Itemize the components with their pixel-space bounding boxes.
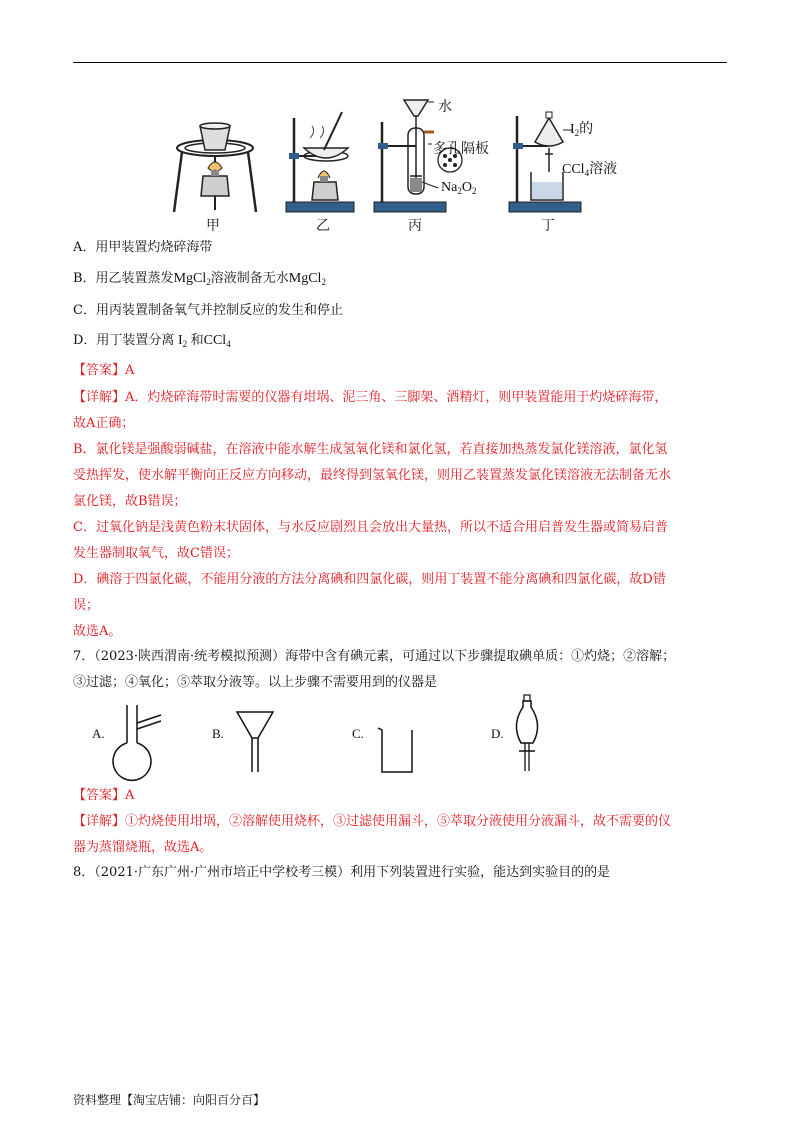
- q8-stem: 8．（2021·广东广州·广州市培正中学校考三模）利用下列装置进行实验，能达到实验目的的是: [73, 865, 611, 880]
- q7-detail-line: 【详解】①灼烧使用坩埚，②溶解使用烧杯，③过滤使用漏斗，⑤萃取分液使用分液漏斗，故不需要的仪: [73, 814, 672, 829]
- q6-detail-line: 发生器制取氧气，故C错误；: [73, 546, 239, 561]
- funnel-icon: [235, 710, 275, 776]
- q6-detail-line: 氯化镁，故B错误；: [73, 494, 187, 509]
- q6-option-d: D．用丁装置分离 $I_2$ 和CCl$_4$: [73, 333, 231, 349]
- q6-answer: 【答案】A: [73, 363, 135, 378]
- q6-detail-line: 故A正确；: [73, 416, 135, 431]
- q6-detail-line: 误；: [73, 598, 100, 613]
- apparatus-label-ding: 丁: [541, 218, 555, 234]
- q6-detail-line: B．氯化镁是强酸弱碱盐，在溶液中能水解生成氢氧化镁和氯化氢，若直接加热蒸发氯化镁溶液，氯化氢: [73, 442, 668, 457]
- q6-detail-line: 受热挥发，使水解平衡向正反应方向移动，最终得到氢氧化镁，则用乙装置蒸发氯化镁溶液无法制备无水: [73, 468, 672, 483]
- header-rule: [73, 62, 727, 63]
- q6-option-a: A．用甲装置灼烧碎海带: [73, 240, 213, 255]
- beaker-icon: [376, 726, 416, 776]
- bing-reagent-label: $Na_2O_2$: [441, 180, 477, 196]
- q6-detail-line: C．过氧化钠是浅黄色粉末状固体，与水反应剧烈且会放出大量热，所以不适合用启普发生器或简易启普: [73, 520, 668, 535]
- q7-answer: 【答案】A: [73, 788, 135, 803]
- apparatus-label-jia: 甲: [206, 218, 220, 234]
- q7-stem-line: 7．（2023·陕西渭南·统考模拟预测）海带中含有碘元素，可通过以下步骤提取碘单质：①灼烧；②溶解；: [73, 649, 676, 664]
- page-footer: 资料整理【淘宝店铺：向阳百分百】: [73, 1093, 266, 1107]
- q6-detail-line: D．碘溶于四氯化碳，不能用分液的方法分离碘和四氯化碳，则用丁装置不能分离碘和四氯化碳，故D错: [73, 572, 666, 587]
- q6-option-c: C．用丙装置制备氧气并控制反应的发生和停止: [73, 303, 343, 318]
- bing-porous-label: 多孔隔板: [433, 141, 489, 157]
- q7-option-d-label: D.: [491, 726, 504, 741]
- q6-option-b: B．用乙装置蒸发MgCl$_2$溶液制备无水MgCl$_2$: [73, 271, 326, 287]
- ding-label-line1: $I_2$的: [570, 122, 594, 138]
- q7-stem-line: ③过滤；④氧化；⑤萃取分液等。以上步骤不需要用到的仪器是: [73, 675, 438, 690]
- ding-label-line2: CCl$_4$溶液: [562, 162, 618, 178]
- apparatus-yi-drawing: [280, 98, 360, 216]
- separatory-funnel-icon: [509, 693, 545, 775]
- q7-option-a-label: A.: [92, 726, 105, 741]
- distillation-flask-icon: [115, 703, 165, 775]
- q7-option-b-label: B.: [212, 726, 224, 741]
- q6-detail-line: 【详解】A．灼烧碎海带时需要的仪器有坩埚、泥三角、三脚架、酒精灯，则甲装置能用于灼烧碎海带，: [73, 390, 668, 405]
- q7-option-c-label: C.: [352, 726, 364, 741]
- apparatus-label-bing: 丙: [408, 218, 422, 234]
- apparatus-jia-drawing: [170, 112, 260, 217]
- bing-water-label: 水: [438, 99, 452, 115]
- q7-detail-line: 器为蒸馏烧瓶，故选A。: [73, 840, 213, 855]
- q6-detail-line: 故选A。: [73, 624, 122, 639]
- apparatus-label-yi: 乙: [316, 218, 330, 234]
